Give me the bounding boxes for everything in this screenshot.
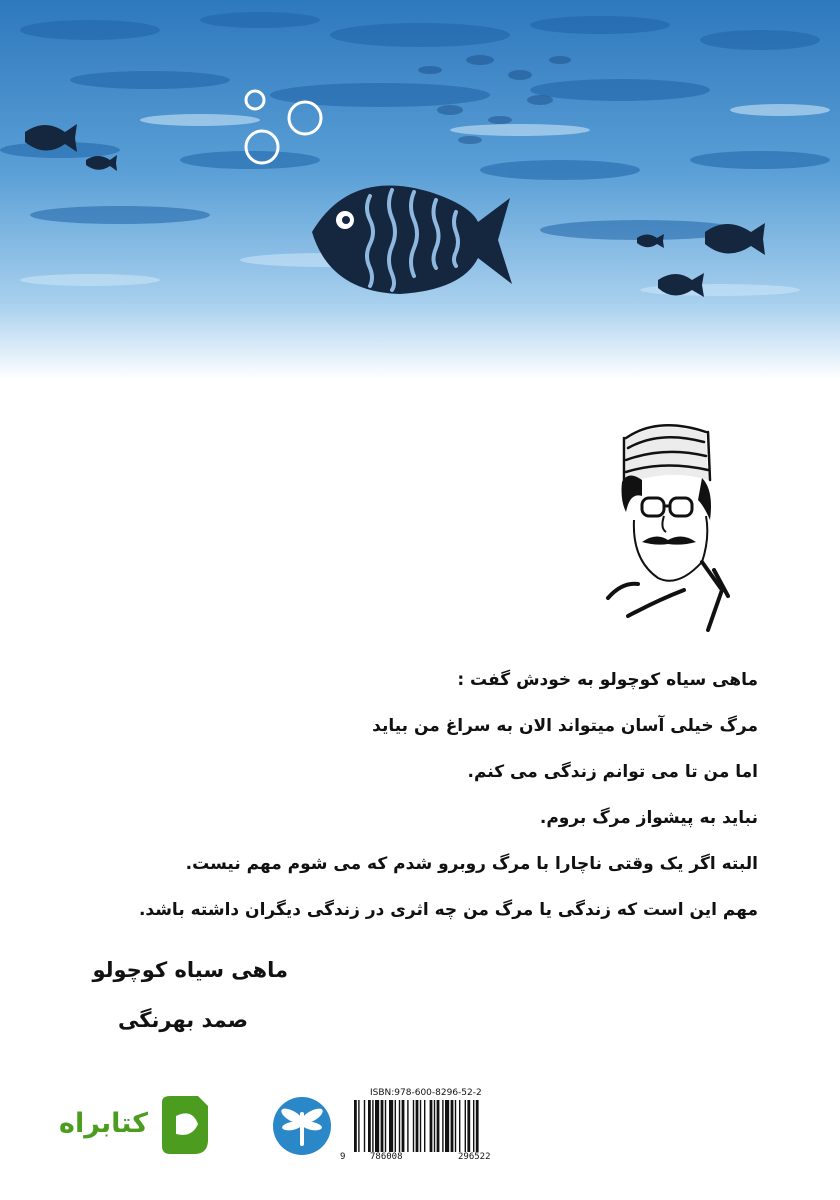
quote-block [58, 660, 758, 936]
barcode-bar [358, 1100, 359, 1152]
sea-illustration [0, 0, 840, 380]
barcode-bar [399, 1100, 400, 1152]
barcode-bar [430, 1100, 433, 1152]
barcode-bar [434, 1100, 435, 1152]
barcode-bar [437, 1100, 440, 1152]
barcode-bar [375, 1100, 379, 1152]
quote-line: مهم این است که زندگی یا مرگ من چه اثری در زندگی دیگران داشته باشد. [138, 900, 758, 920]
barcode-bar [395, 1100, 396, 1152]
barcode-bar [455, 1100, 456, 1152]
barcode-bar [354, 1100, 357, 1152]
dragonfly-icon [272, 1096, 332, 1156]
barcode-bar [442, 1100, 443, 1152]
barcode-bar [445, 1100, 449, 1152]
barcode-bar [476, 1100, 479, 1152]
barcode-bar [465, 1100, 466, 1152]
quote-line: ماهی سیاه کوچولو به خودش گفت : [457, 670, 758, 690]
barcode-bar [451, 1100, 454, 1152]
author-portrait [598, 420, 730, 632]
barcode-bar [381, 1100, 384, 1152]
barcode-bar [385, 1100, 386, 1152]
barcode-bar [420, 1100, 421, 1152]
quote-line: البته اگر یک وقتی ناچارا با مرگ روبرو شدم که می شوم مهم نیست. [185, 854, 758, 874]
ketabrah-logo[interactable] [40, 1094, 212, 1158]
barcode-bar [416, 1100, 419, 1152]
barcode-bar [473, 1100, 474, 1152]
barcode-bars [340, 1100, 536, 1152]
book-leaf-icon [158, 1094, 212, 1156]
barcode-bar [364, 1100, 365, 1152]
logo-text: کتابراه [59, 1108, 148, 1139]
barcode-bar [459, 1100, 460, 1152]
barcode-bar [372, 1100, 373, 1152]
quote-line: اما من تا می توانم زندگی می کنم. [467, 762, 758, 782]
barcode-bar [389, 1100, 393, 1152]
book-title: ماهی سیاه کوچولو [92, 958, 288, 982]
barcode-group-1: 786008 [370, 1152, 403, 1162]
barcode-bar [368, 1100, 371, 1152]
quote-line: نباید به پیشواز مرگ بروم. [539, 808, 758, 828]
barcode-first-digit: 9 [340, 1152, 346, 1162]
barcode [340, 1088, 536, 1164]
barcode-bar [467, 1100, 470, 1152]
author-name: صمد بهرنگی [118, 1008, 248, 1032]
barcode-bar [424, 1100, 425, 1152]
barcode-bar [402, 1100, 405, 1152]
barcode-bar [413, 1100, 414, 1152]
barcode-bar [407, 1100, 408, 1152]
isbn-label: ISBN:978-600-8296-52-2 [370, 1088, 482, 1098]
barcode-group-2: 296522 [458, 1152, 491, 1162]
quote-line: مرگ خیلی آسان میتواند الان به سراغ من بیاید [372, 716, 758, 736]
